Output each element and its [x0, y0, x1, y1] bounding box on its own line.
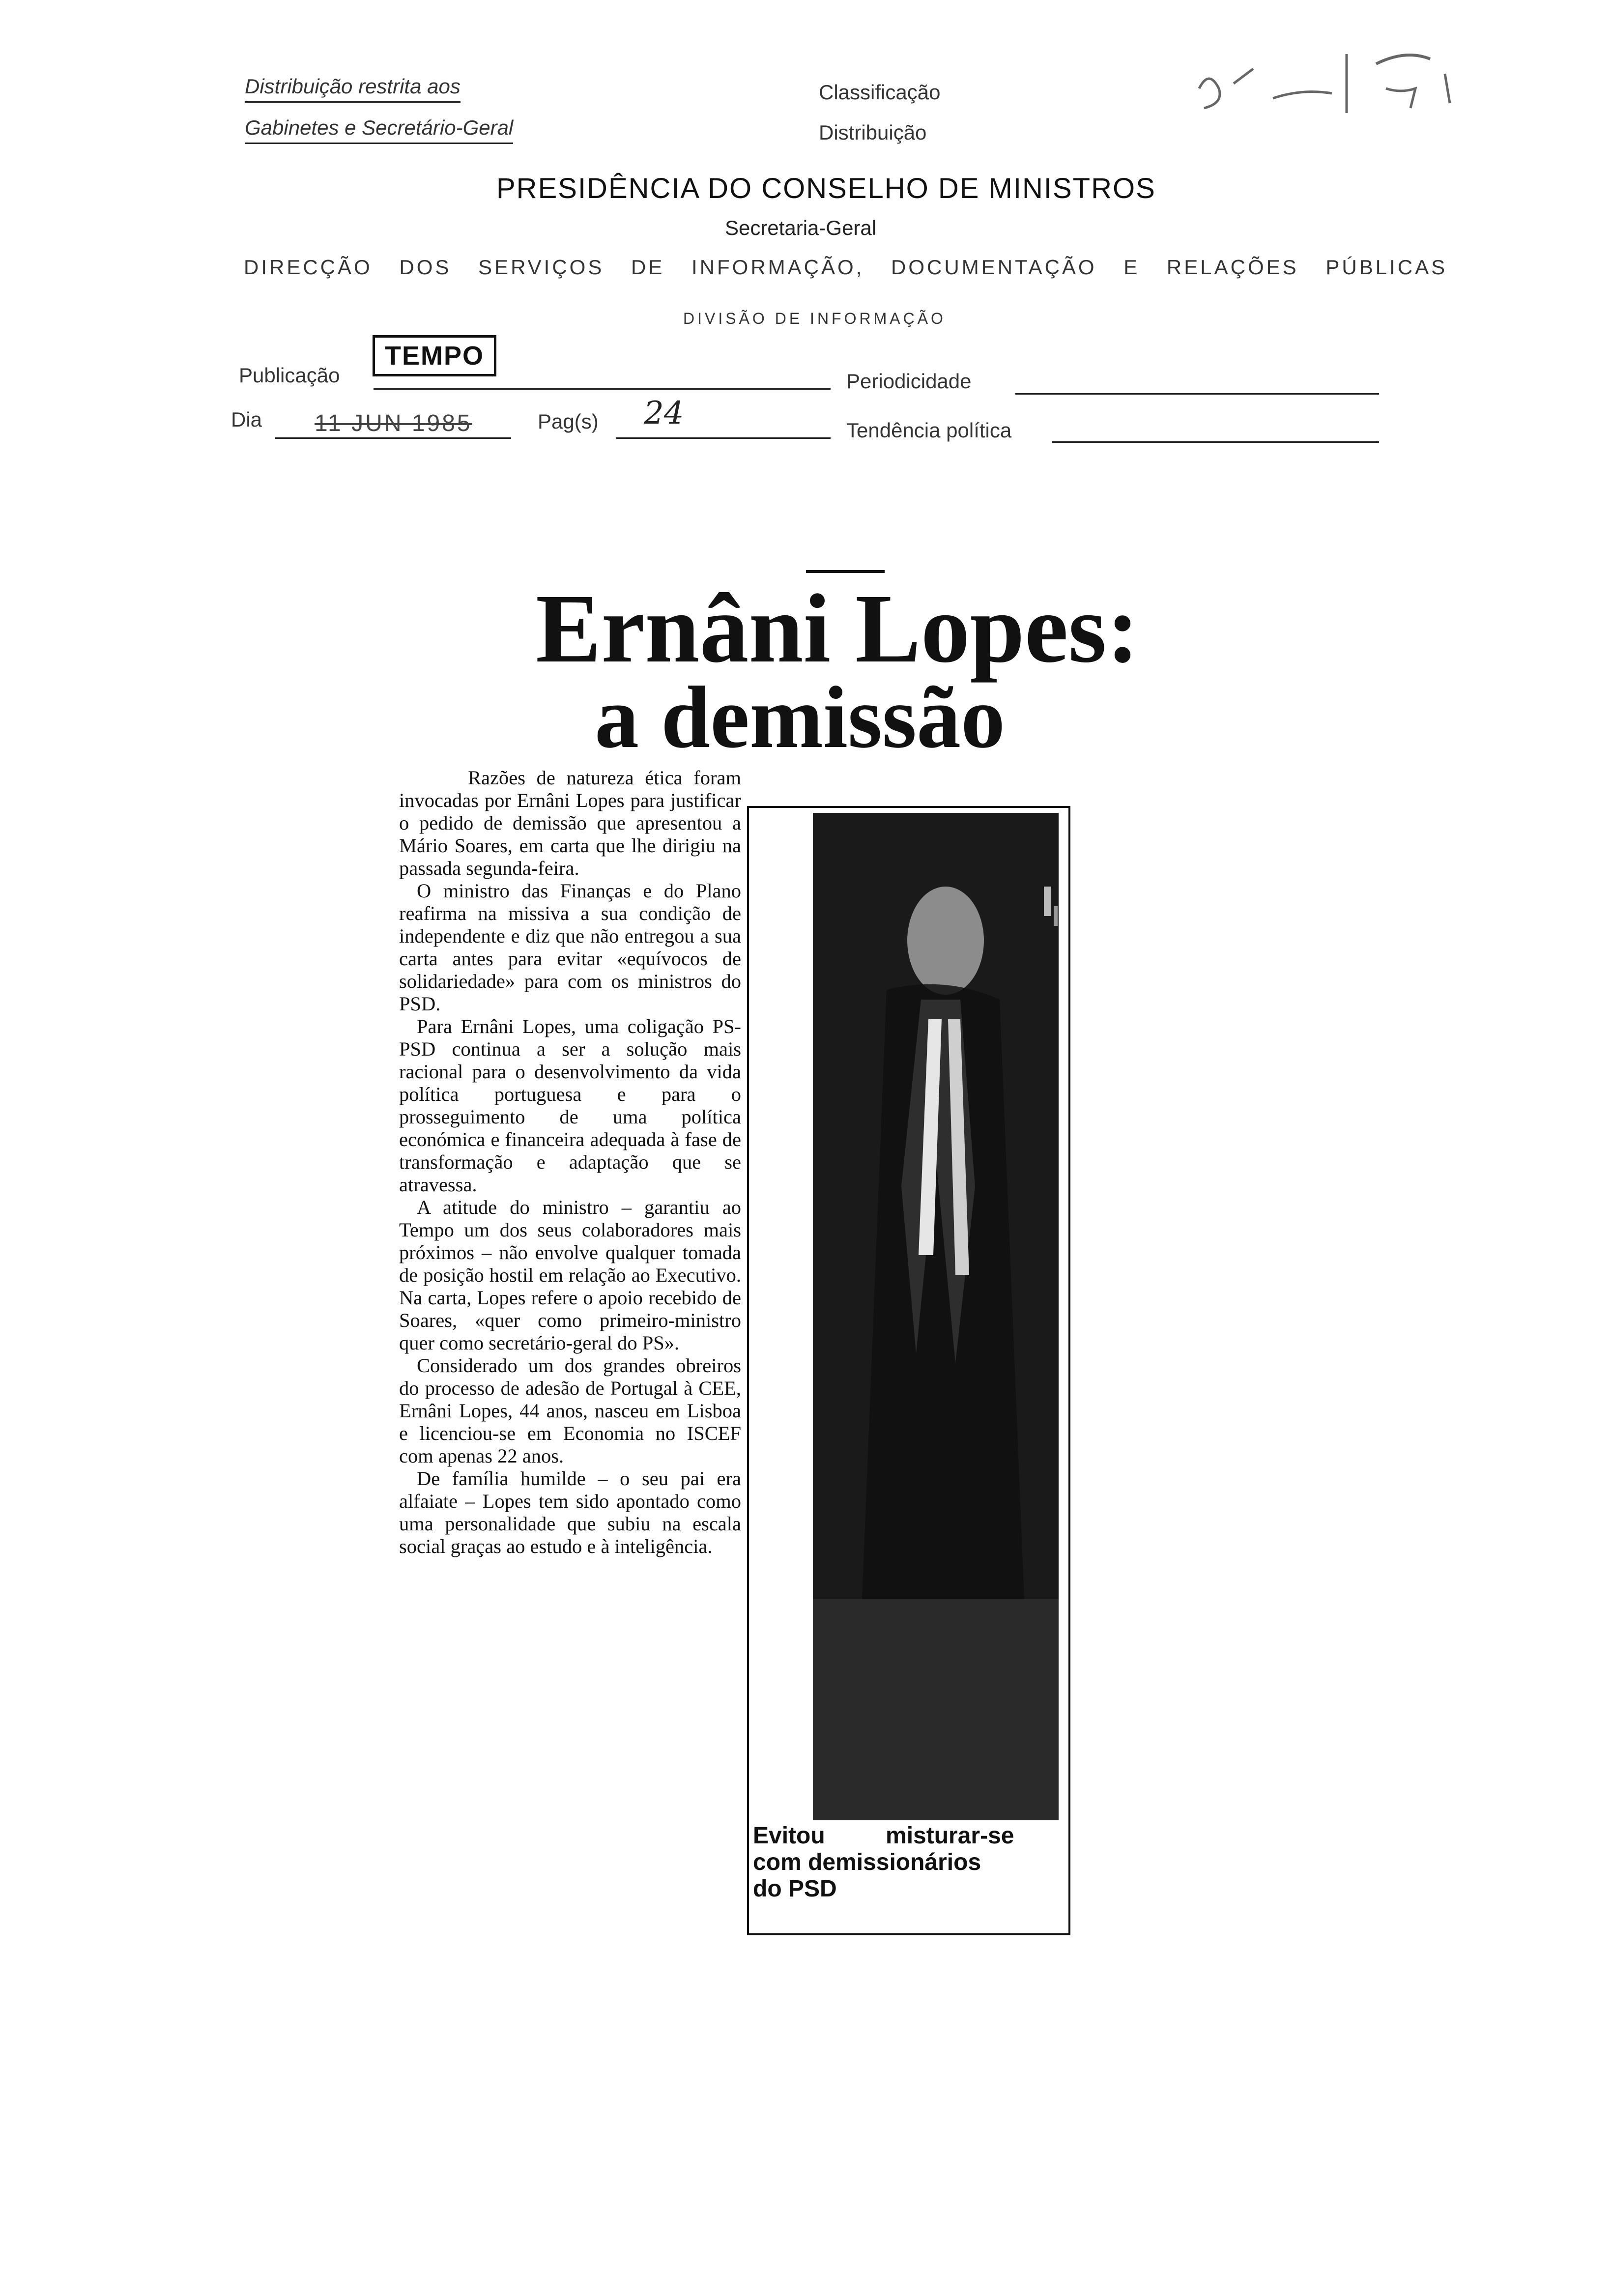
- periodicity-line: [1015, 393, 1379, 395]
- caption-line3: do PSD: [753, 1876, 837, 1902]
- day-value: 11 JUN 1985: [315, 410, 472, 436]
- form-subtitle: Secretaria-Geral: [725, 216, 877, 239]
- division-label: DIVISÃO DE INFORMAÇÃO: [683, 310, 946, 327]
- photo-image: [813, 813, 1059, 1820]
- photo-frame: [747, 806, 1070, 1935]
- caption-line1: Evitou misturar-se: [753, 1823, 1014, 1849]
- pages-label: Pag(s): [538, 410, 599, 433]
- photo-caption: [753, 1823, 1058, 1902]
- caption-line2: com demissionários: [753, 1849, 981, 1875]
- article-paragraph: De família humilde – o seu pai era alfaiate – Lopes tem sido apontado como uma personalidade que subiu na escala social graças ao estudo e à inteligência.: [399, 1467, 741, 1557]
- publication-label: Publicação: [239, 364, 340, 387]
- handwritten-mark-icon: [1189, 34, 1465, 118]
- publication-line: [374, 388, 831, 390]
- article-paragraph: A atitude do ministro – garantiu ao Tempo um dos seus colaboradores mais próximos – não envolve qualquer tomada de posição hostil em relação ao Executivo. Na carta, Lopes refere o apoio recebido de Soares, «quer como primeiro-ministro quer como secretário-geral do PS».: [399, 1196, 741, 1354]
- article-paragraph: Razões de natureza ética foram invocadas por Ernâni Lopes para justificar o pedido de demissão que apresentou a Mário Soares, em carta que lhe dirigiu na passada segunda-feira.: [399, 767, 741, 879]
- day-label: Dia: [231, 408, 262, 431]
- headline-line2: a demissão: [595, 668, 1006, 766]
- form-title: PRESIDÊNCIA DO CONSELHO DE MINISTROS: [496, 172, 1156, 204]
- tendency-line: [1052, 441, 1379, 443]
- restricted-distribution-line2: Gabinetes e Secretário-Geral: [245, 116, 513, 144]
- clipping-rule: [806, 570, 885, 573]
- day-line: [275, 437, 511, 439]
- article-paragraph: Para Ernâni Lopes, uma coligação PS-PSD continua a ser a solução mais racional para o desenvolvimento da vida política portuguesa e para o prosseguimento de uma política económica e financeira adequada à fase de transformação e adaptação que se atravessa.: [399, 1015, 741, 1196]
- pages-line: [616, 437, 831, 439]
- article-paragraph: O ministro das Finanças e do Plano reafirma na missiva a sua condição de independente e diz que não entregou a sua carta antes para evitar «equívocos de solidariedade» para com os ministros do PSD.: [399, 880, 741, 1015]
- restricted-distribution-line1: Distribuição restrita aos: [245, 75, 461, 103]
- directorate-line: DIRECÇÃO DOS SERVIÇOS DE INFORMAÇÃO, DOCUMENTAÇÃO E RELAÇÕES PÚBLICAS: [244, 256, 1448, 279]
- pages-value: 24: [644, 395, 684, 431]
- tendency-label: Tendência política: [846, 419, 1012, 442]
- classification-label: Classificação: [819, 81, 941, 104]
- article-paragraph: Considerado um dos grandes obreiros do processo de adesão de Portugal à CEE, Ernâni Lopes, 44 anos, nasceu em Lisboa e licenciou-se em Economia no ISCEF com apenas 22 anos.: [399, 1354, 741, 1467]
- person-silhouette-icon: [813, 813, 1059, 1820]
- article-body: [399, 767, 741, 1558]
- distribution-label: Distribuição: [819, 121, 927, 144]
- headline-line1: Ernâni Lopes:: [536, 574, 1140, 683]
- publication-value: TEMPO: [373, 335, 496, 376]
- periodicity-label: Periodicidade: [846, 370, 972, 393]
